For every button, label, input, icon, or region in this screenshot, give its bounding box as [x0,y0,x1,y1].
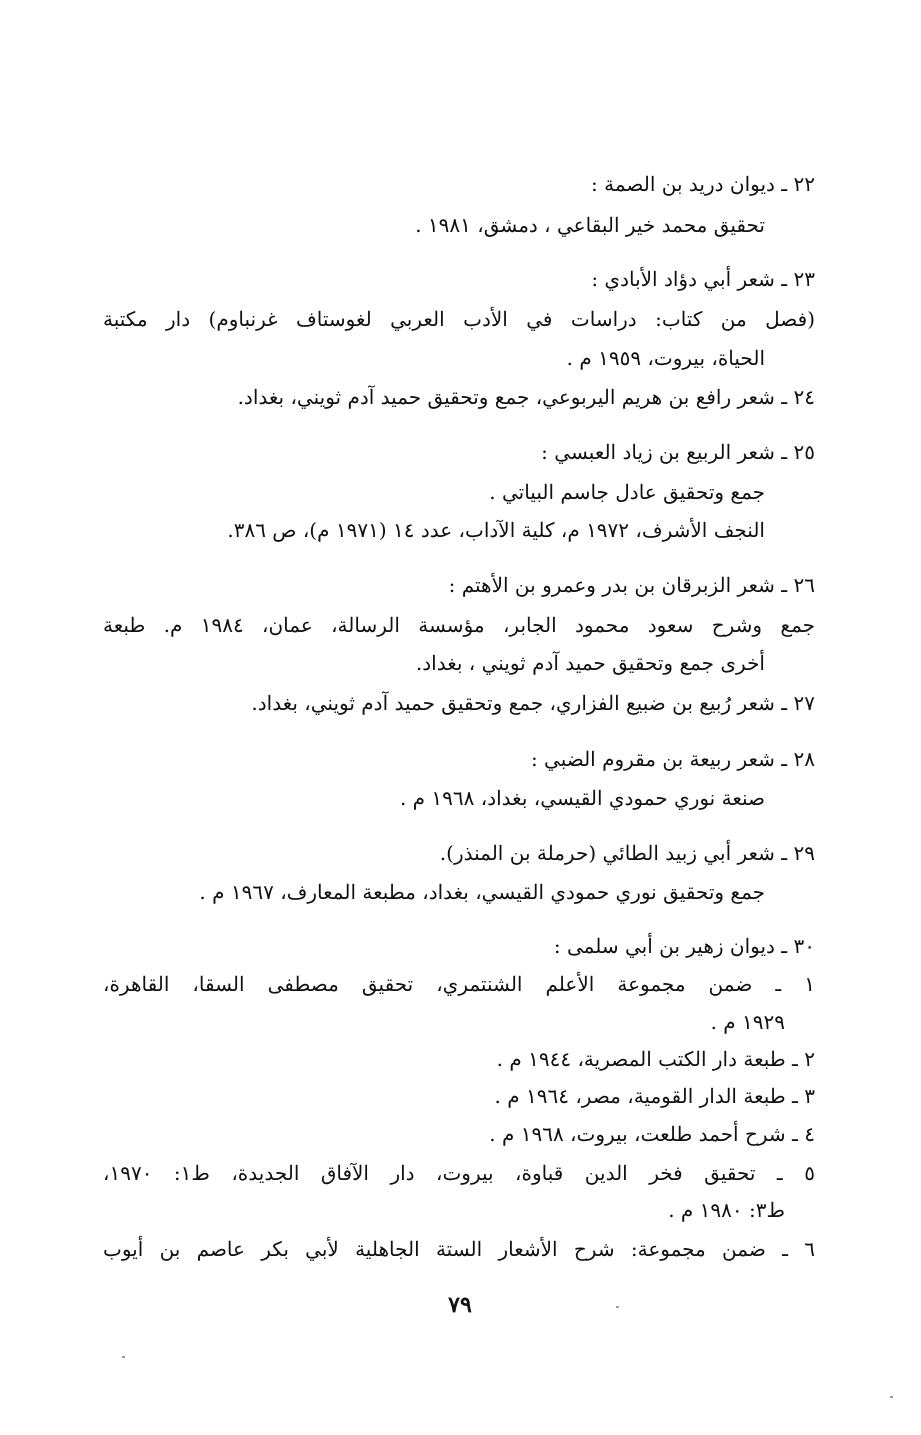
entry-27: ٢٧ ـ شعر رُبيع بن ضبيع الفزاري، جمع وتحقيق حميد آدم ثويني، بغداد. [251,691,815,715]
entry-30-item-6: ٦ ـ ضمن مجموعة: شرح الأشعار الستة الجاهلية لأبي بكر عاصم بن أيوب [103,1237,815,1261]
entry-22-title: ٢٢ ـ ديوان دريد بن الصمة : [591,172,815,196]
entry-30-item-4: ٤ ـ شرح أحمد طلعت، بيروت، ١٩٦٨ م . [489,1122,815,1146]
entry-23-detail-2: الحياة، بيروت، ١٩٥٩ م . [566,346,765,370]
entry-30-item-5-cont: ط٣: ١٩٨٠ م . [668,1198,785,1222]
entry-30-item-1-cont: ١٩٢٩ م . [710,1010,785,1034]
scan-speck [122,1356,125,1358]
entry-30-item-3: ٣ ـ طبعة الدار القومية، مصر، ١٩٦٤ م . [494,1084,815,1108]
entry-30-item-5: ٥ ـ تحقيق فخر الدين قباوة، بيروت، دار الآفاق الجديدة، ط١: ١٩٧٠، [103,1161,815,1185]
scan-speck [890,1396,893,1398]
entry-29-title: ٢٩ ـ شعر أبي زبيد الطائي (حرملة بن المنذر). [439,841,815,865]
entry-29-detail: جمع وتحقيق نوري حمودي القيسي، بغداد، مطبعة المعارف، ١٩٦٧ م . [199,880,765,904]
entry-25-detail-1: جمع وتحقيق عادل جاسم البياتي . [489,480,765,504]
entry-26-title: ٢٦ ـ شعر الزبرقان بن بدر وعمرو بن الأهتم : [448,573,815,597]
scan-speck [616,1306,619,1308]
entry-22-detail: تحقيق محمد خير البقاعي ، دمشق، ١٩٨١ . [415,213,765,237]
entry-28-title: ٢٨ ـ شعر ربيعة بن مقروم الضبي : [530,747,815,771]
entry-25-detail-2: النجف الأشرف، ١٩٧٢ م، كلية الآداب، عدد ١٤ (١٩٧١ م)، ص ٣٨٦. [227,518,765,542]
entry-24: ٢٤ ـ شعر رافع بن هريم اليربوعي، جمع وتحقيق حميد آدم ثويني، بغداد. [237,385,815,409]
page-number: ٧٩ [448,1292,472,1318]
entry-26-detail-1: جمع وشرح سعود محمود الجابر، مؤسسة الرسالة، عمان، ١٩٨٤ م. طبعة [103,613,815,637]
entry-23-title: ٢٣ ـ شعر أبي دؤاد الأبادي : [591,267,815,291]
entry-30-item-1: ١ ـ ضمن مجموعة الأعلم الشنتمري، تحقيق مصطفى السقا، القاهرة، [103,972,815,996]
entry-28-detail: صنعة نوري حمودي القيسي، بغداد، ١٩٦٨ م . [399,786,765,810]
entry-30-item-2: ٢ ـ طبعة دار الكتب المصرية، ١٩٤٤ م . [496,1047,815,1071]
entry-26-detail-2: أخرى جمع وتحقيق حميد آدم ثويني ، بغداد. [415,651,765,675]
entry-30-title: ٣٠ ـ ديوان زهير بن أبي سلمى : [553,934,815,958]
entry-25-title: ٢٥ ـ شعر الربيع بن زياد العبسي : [541,440,815,464]
entry-23-detail-1: (فصل من كتاب: دراسات في الأدب العربي لغوستاف غرنباوم) دار مكتبة [103,307,815,331]
